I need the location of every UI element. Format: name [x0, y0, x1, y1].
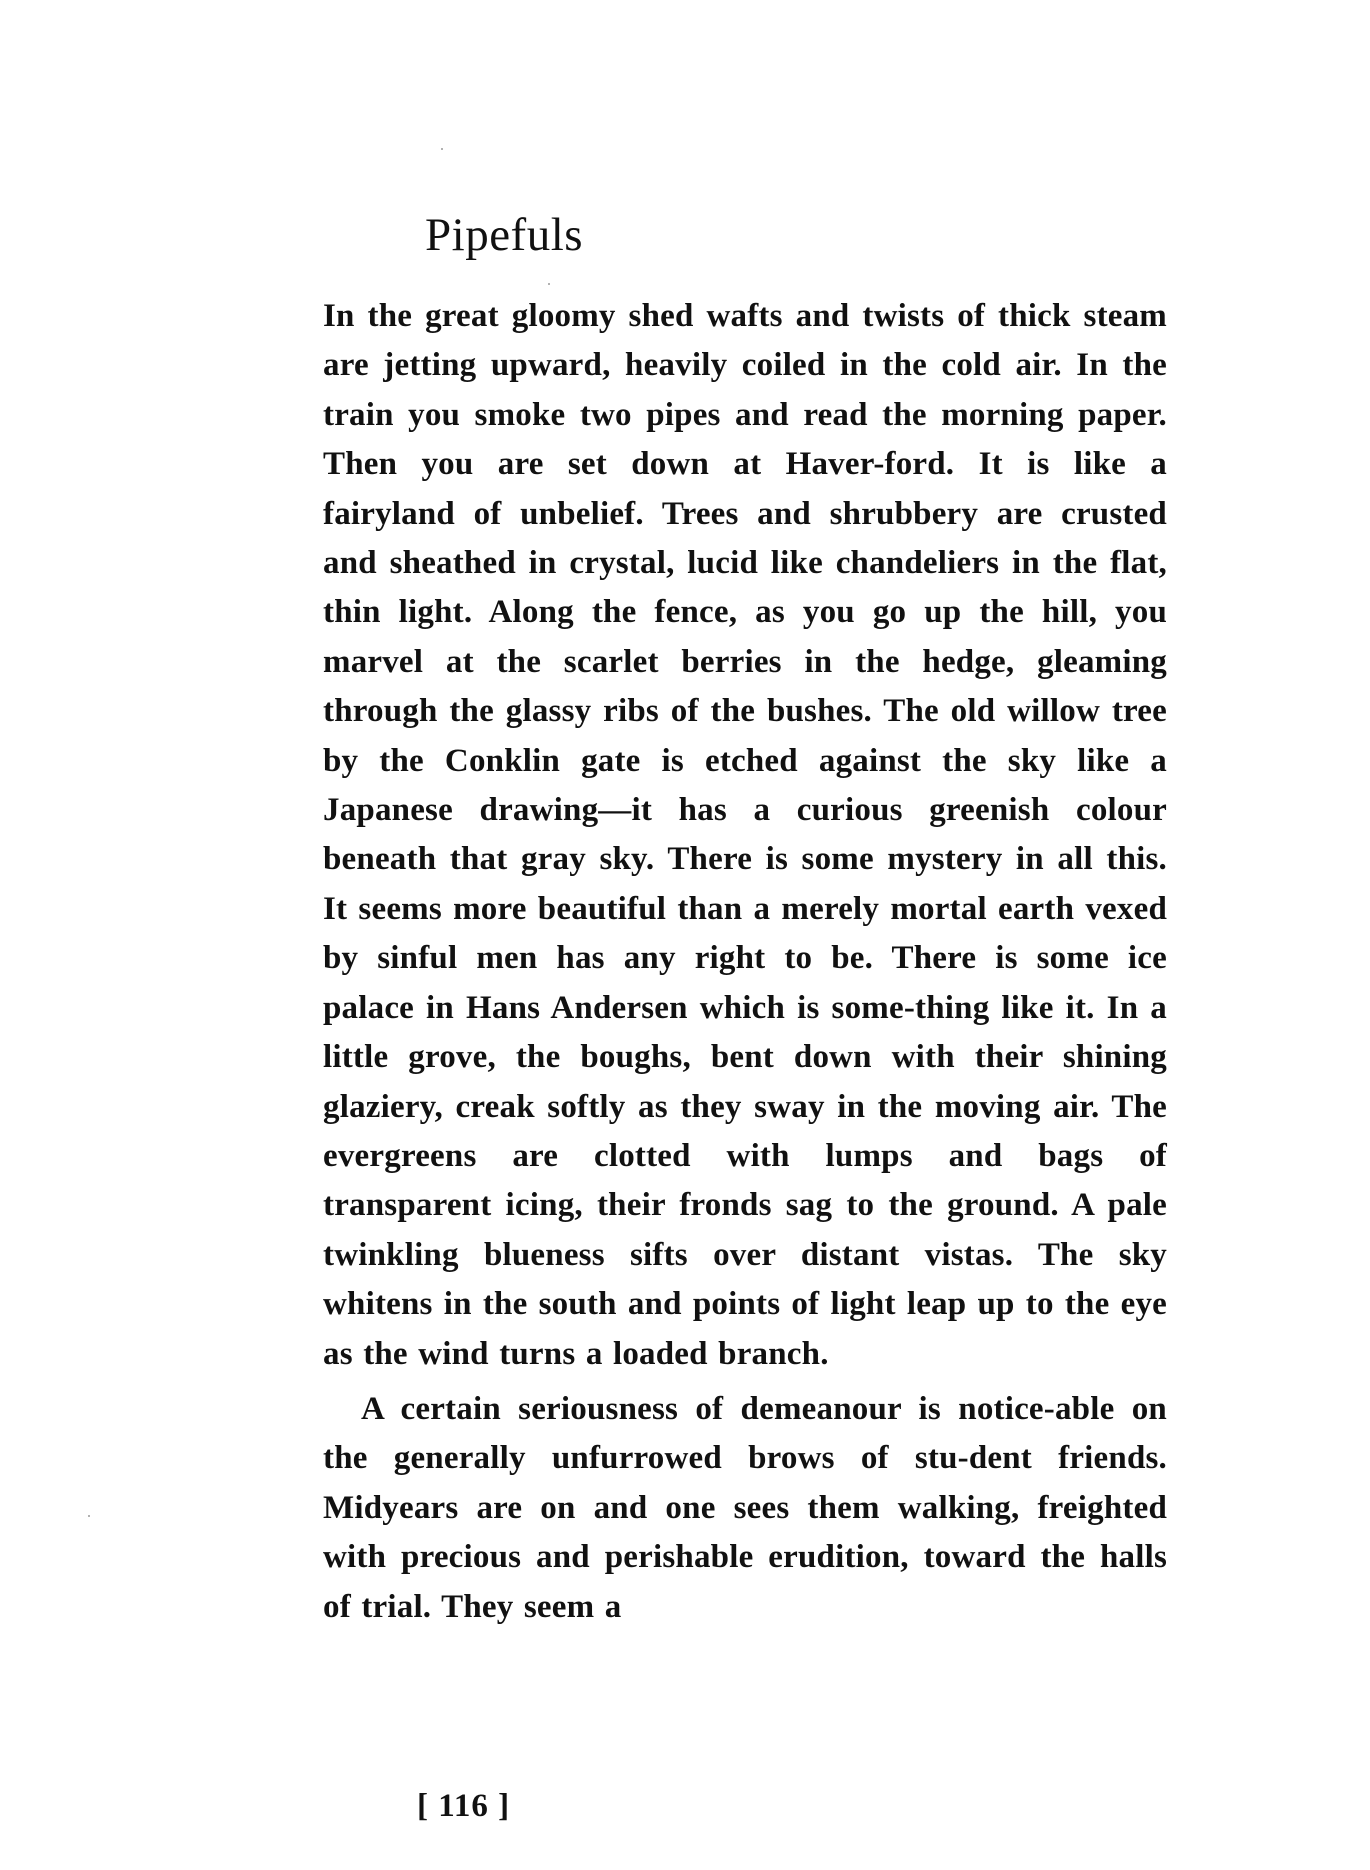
body-text [323, 292, 1167, 1632]
print-speck [88, 1515, 90, 1517]
running-head: Pipefuls [425, 209, 584, 261]
print-speck [441, 148, 443, 150]
page-number: [ 116 ] [417, 1788, 511, 1824]
print-speck [548, 283, 550, 285]
paragraph: In the great gloomy shed wafts and twists of thick steam are jetting upward, heavily coiled in the cold air. In the train you smoke two pipes and read the morning paper. Then you are set down at Haver-ford. It is like a fairyland of unbelief. Trees and shrubbery are crusted and sheathed in crystal, lucid like chandeliers in the flat, thin light. Along the fence, as you go up the hill, you marvel at the scarlet berries in the hedge, gleaming through the glassy ribs of the bushes. The old willow tree by the Conklin gate is etched against the sky like a Japanese drawing—it has a curious greenish colour beneath that gray sky. There is some mystery in all this. It seems more beautiful than a merely mortal earth vexed by sinful men has any right to be. There is some ice palace in Hans Andersen which is some-thing like it. In a little grove, the boughs, bent down with their shining glaziery, creak softly as they sway in the moving air. The evergreens are clotted with lumps and bags of transparent icing, their fronds sag to the ground. A pale twinkling blueness sifts over distant vistas. The sky whitens in the south and points of light leap up to the eye as the wind turns a loaded branch. [323, 298, 1167, 1372]
paragraph: A certain seriousness of demeanour is notice-able on the generally unfurrowed brows of stu-dent friends. Midyears are on and one sees them walking, freighted with precious and perishable erudition, toward the halls of trial. They seem a [323, 1390, 1167, 1625]
